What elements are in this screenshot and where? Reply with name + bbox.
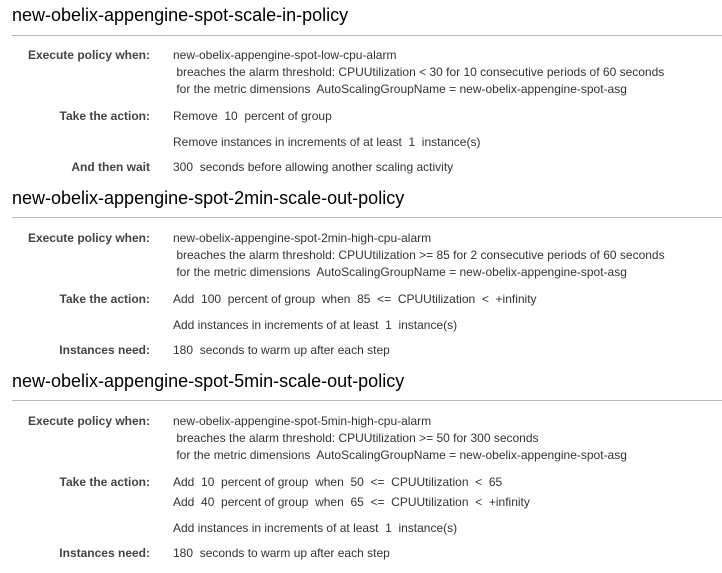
- divider: [12, 400, 722, 401]
- warmup-value: 180 seconds to warm up after each step: [173, 343, 390, 357]
- alarm-name: new-obelix-appengine-spot-2min-high-cpu-alarm: [173, 231, 432, 245]
- warmup-label: Instances need:: [59, 343, 150, 357]
- breach-condition: breaches the alarm threshold: CPUUtilization < 30 for 10 consecutive periods of 60 seconds: [173, 65, 665, 79]
- wait-label: And then wait: [71, 160, 150, 174]
- policy-title: new-obelix-appengine-spot-2min-scale-out-policy: [12, 188, 405, 208]
- policy-title: new-obelix-appengine-spot-scale-in-policy: [12, 5, 349, 25]
- cooldown-value: 300 seconds before allowing another scaling activity: [173, 160, 454, 174]
- action-step: Add 100 percent of group when 85 <= CPUUtilization < +infinity: [173, 292, 537, 306]
- action-label: Take the action:: [59, 475, 150, 489]
- action-label: Take the action:: [59, 109, 150, 123]
- action-label: Take the action:: [59, 292, 150, 306]
- execute-label: Execute policy when:: [27, 414, 150, 428]
- increment-rule: Remove instances in increments of at least 1 instance(s): [173, 135, 481, 149]
- metric-dimensions: for the metric dimensions AutoScalingGroupName = new-obelix-appengine-spot-asg: [173, 265, 627, 279]
- increment-rule: Add instances in increments of at least 1 instance(s): [173, 318, 458, 332]
- increment-rule: Add instances in increments of at least 1 instance(s): [173, 521, 458, 535]
- breach-condition: breaches the alarm threshold: CPUUtilization >= 85 for 2 consecutive periods of 60 seconds: [173, 248, 665, 262]
- execute-label: Execute policy when:: [27, 231, 150, 245]
- policy-title: new-obelix-appengine-spot-5min-scale-out-policy: [12, 371, 405, 391]
- warmup-value: 180 seconds to warm up after each step: [173, 546, 390, 560]
- alarm-name: new-obelix-appengine-spot-low-cpu-alarm: [173, 48, 397, 62]
- execute-label: Execute policy when:: [27, 48, 150, 62]
- divider: [12, 35, 722, 36]
- metric-dimensions: for the metric dimensions AutoScalingGroupName = new-obelix-appengine-spot-asg: [173, 82, 627, 96]
- action-step: Add 40 percent of group when 65 <= CPUUtilization < +infinity: [173, 495, 530, 509]
- breach-condition: breaches the alarm threshold: CPUUtilization >= 50 for 300 seconds: [173, 431, 539, 445]
- metric-dimensions: for the metric dimensions AutoScalingGroupName = new-obelix-appengine-spot-asg: [173, 448, 627, 462]
- alarm-name: new-obelix-appengine-spot-5min-high-cpu-alarm: [173, 414, 432, 428]
- action-step: Remove 10 percent of group: [173, 109, 332, 123]
- warmup-label: Instances need:: [59, 546, 150, 560]
- action-step: Add 10 percent of group when 50 <= CPUUtilization < 65: [173, 475, 503, 489]
- divider: [12, 217, 722, 218]
